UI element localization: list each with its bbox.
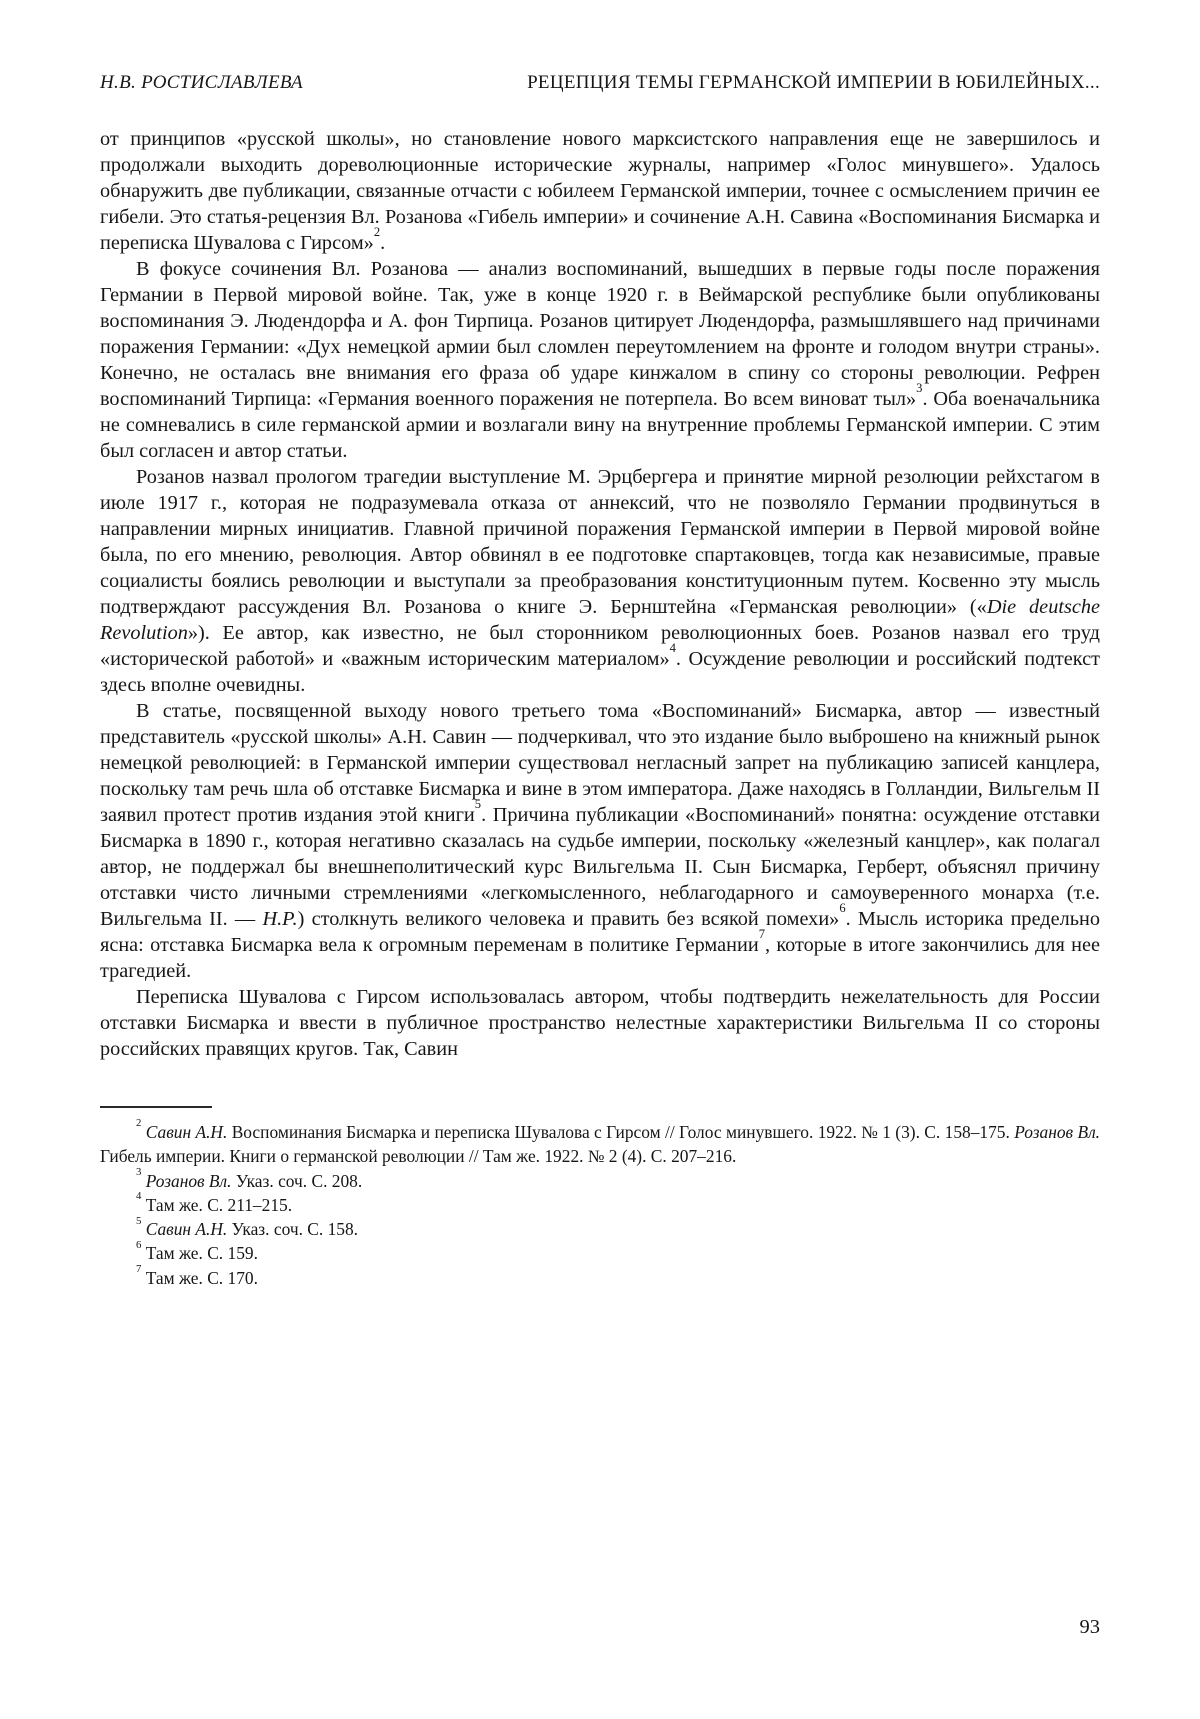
paragraph: [100, 698, 1100, 984]
text-segment: от принципов «русской школы», но становление нового марксистского направления еще не завершилось и продолжали выходить дореволюционные исторические журналы, например «Голос минувшего». Удалось обнаружить две публикации, связанные отчасти с юбилеем Германской империи, точнее с осмыслением причин ее гибели. Это статья-рецензия Вл. Розанова «Гибель империи» и сочинение А.Н. Савина «Воспоминания Бисмарка и переписка Шувалова с Гирсом»: [100, 128, 1100, 254]
footnote: [100, 1165, 1100, 1193]
text-segment: Савин А.Н.: [145, 1122, 228, 1142]
text-segment: Там же. С. 211–215.: [141, 1194, 293, 1215]
paragraph: [100, 984, 1100, 1062]
text-segment: В статье, посвященной выходу нового третьего тома «Воспоминаний» Бисмарка, автор — известный представитель «русской школы» А.Н. Савин — подчеркивал, что это издание было выброшено на книжный рынок немецкой революцией: в Германской империи существовал негласный запрет на публикацию записей канцлера, поскольку там речь шла об отставке Бисмарка и вине в этом императора. Даже находясь в Голландии, Вильгельм II заявил протест против издания этой книги: [100, 700, 1100, 826]
footnote: [100, 1214, 1100, 1241]
footnote-marker: 3: [136, 1165, 142, 1178]
text-segment: В фокусе сочинения Вл. Розанова — анализ воспоминаний, вышедших в первые годы после поражения Германии в Первой мировой войне. Так, уже в конце 1920 г. в Веймарской республике были опубликованы воспоминания Э. Людендорфа и А. фон Тирпица. Розанов цитирует Людендорфа, размышлявшего над причинами поражения Германии: «Дух немецкой армии был сломлен переутомлением на фронте и голодом внутри страны». Конечно, не осталась вне внимания его фраза об ударе кинжалом в спину со стороны революции. Рефрен воспоминаний Тирпица: «Германия военного поражения не потерпела. Во всем виноват тыл»: [100, 258, 1100, 410]
text-segment: Die deutsche Revolution: [100, 596, 1101, 644]
text-segment: Указ. соч. С. 158.: [227, 1219, 358, 1240]
text-segment: Розанов назвал прологом трагедии выступление М. Эрцбергера и принятие мирной резолюции рейхстагом в июле 1917 г., которая не подразумевала отказа от аннексий, что не позволяло Германии продвинуться в направлении мирных инициатив. Главной причиной поражения Германской империи в Первой мировой войне была, по его мнению, революция. Автор обвинял в ее подготовке спартаковцев, тогда как независимые, правые социалисты боялись революции и выступали за преобразования конституционным путем. Косвенно эту мысль подтверждают рассуждения Вл. Розанова о книге Э. Бернштейна «Германская революции» («: [100, 466, 1100, 618]
text-segment: Розанов Вл.: [145, 1170, 232, 1191]
footnote: [100, 1263, 1100, 1290]
text-segment: .: [380, 232, 386, 254]
page-number: 93: [1079, 1616, 1100, 1638]
text-segment: ) столкнуть великого человека и править без всякой помехи»: [297, 908, 840, 930]
header-author: Н.В. РОСТИСЛАВЛЕВА: [100, 72, 303, 93]
paragraph: [100, 464, 1100, 698]
footnote-marker: 4: [136, 1190, 142, 1203]
footnote-marker: 3: [916, 380, 923, 395]
footnote: [100, 1117, 1100, 1169]
text-segment: Гибель империи. Книги о германской революции // Там же. 1922. № 2 (4). С. 207–216.: [100, 1146, 737, 1167]
footnote: [100, 1238, 1100, 1265]
footnote: [100, 1190, 1100, 1217]
text-segment: Розанов Вл.: [1014, 1122, 1100, 1142]
text-segment: Там же. С. 170.: [141, 1267, 258, 1288]
text-segment: Н.Р.: [262, 908, 298, 930]
header-title: РЕЦЕПЦИЯ ТЕМЫ ГЕРМАНСКОЙ ИМПЕРИИ В ЮБИЛЕЙНЫХ...: [527, 72, 1100, 93]
footnote-marker: 2: [373, 224, 381, 239]
running-header: [100, 72, 1100, 94]
footnote-separator: [100, 1106, 212, 1108]
text-segment: , которые в итоге закончились для нее трагедией.: [100, 934, 1100, 982]
footnote-marker: 5: [474, 796, 482, 811]
text-segment: »). Ее автор, как известно, не был сторонником революционных боев. Розанов назвал его труд «исторической работой» и «важным историческим материалом»: [100, 622, 1100, 670]
text-segment: . Мысль историка предельно ясна: отставка Бисмарка вела к огромным переменам в политике Германии: [100, 908, 1100, 956]
text-segment: Савин А.Н.: [145, 1219, 228, 1240]
footnotes-block: [100, 1106, 1100, 1290]
footnote-marker: 2: [136, 1117, 142, 1130]
paragraph: [100, 256, 1100, 464]
text-segment: Там же. С. 159.: [141, 1243, 258, 1264]
text-segment: Указ. соч. С. 208.: [231, 1170, 363, 1191]
footnote-marker: 7: [136, 1263, 142, 1276]
text-segment: . Оба военачальника не сомневались в силе германской армии и возлагали вину на внутренние проблемы Германской империи. С этим был согласен и автор статьи.: [100, 388, 1100, 462]
footnotes-list: [100, 1117, 1100, 1290]
footnote-marker: 5: [136, 1214, 142, 1227]
footnote-marker: 4: [669, 640, 676, 655]
text-segment: . Причина публикации «Воспоминаний» понятна: осуждение отставки Бисмарка в 1890 г., которая негативно сказалась на судьбе империи, поскольку «железный канцлер», как полагал автор, не поддержал бы внешнеполитический курс Вильгельма II. Сын Бисмарка, Герберт, объяснял причину отставки чисто личными стремлениями «легкомысленного, неблагодарного и самоуверенного монарха (т.е. Вильгельма II. —: [100, 804, 1101, 930]
paragraph: [100, 126, 1100, 256]
footnote-marker: 6: [839, 900, 846, 915]
footnote-marker: 7: [758, 926, 765, 941]
text-segment: Переписка Шувалова с Гирсом использовалась автором, чтобы подтвердить нежелательность для России отставки Бисмарка и ввести в публичное пространство нелестные характеристики Вильгельма II со стороны российских правящих кругов. Так, Савин: [100, 986, 1100, 1060]
text-segment: . Осуждение революции и российский подтекст здесь вполне очевидны.: [100, 648, 1100, 696]
footnote-marker: 6: [136, 1238, 142, 1251]
body-text: [100, 126, 1100, 1062]
text-segment: Воспоминания Бисмарка и переписка Шувалова с Гирсом // Голос минувшего. 1922. № 1 (3). С. 158–175.: [227, 1122, 1015, 1142]
